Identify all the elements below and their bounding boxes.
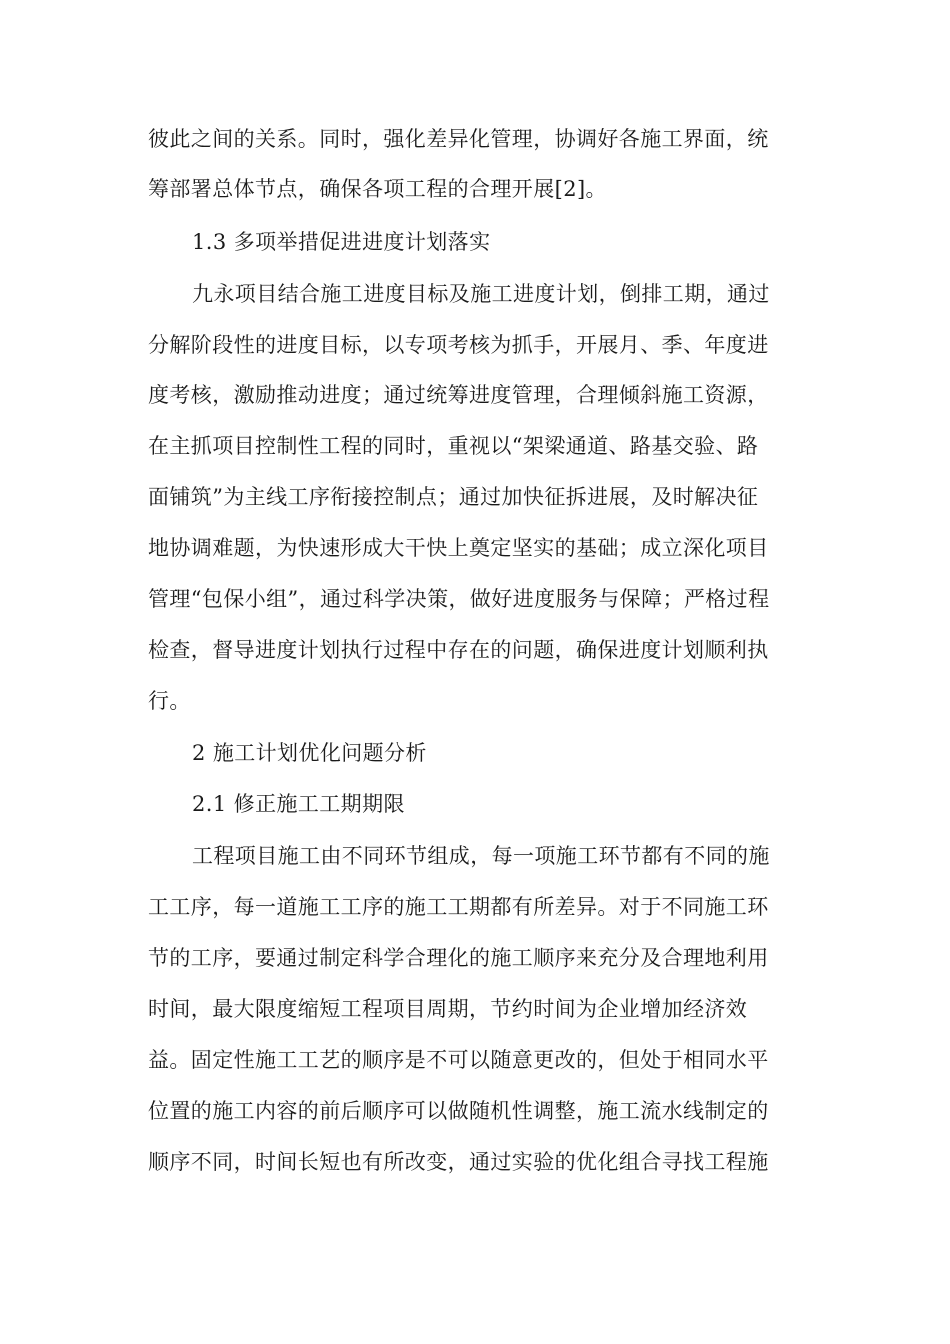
paragraph-line: 筹部署总体节点，确保各项工程的合理开展[2]。 — [148, 177, 607, 201]
paragraph-line: 位置的施工内容的前后顺序可以做随机性调整，施工流水线制定的 — [148, 1099, 769, 1123]
paragraph-line: 时间，最大限度缩短工程项目周期，节约时间为企业增加经济效 — [148, 997, 748, 1021]
paragraph-line: 面铺筑”为主线工序衔接控制点；通过加快征拆进展，及时解决征 — [148, 485, 759, 509]
paragraph-line: 行。 — [148, 689, 191, 713]
paragraph-line: 彼此之间的关系。同时，强化差异化管理，协调好各施工界面，统 — [148, 127, 769, 151]
paragraph-line: 九永项目结合施工进度目标及施工进度计划，倒排工期，通过 — [192, 282, 770, 306]
paragraph-line: 工程项目施工由不同环节组成，每一项施工环节都有不同的施 — [192, 844, 770, 868]
paragraph-line: 益。固定性施工工艺的顺序是不可以随意更改的，但处于相同水平 — [148, 1048, 769, 1072]
paragraph-line: 顺序不同，时间长短也有所改变，通过实验的优化组合寻找工程施 — [148, 1150, 769, 1174]
section-heading-2-1: 2.1 修正施工工期期限 — [192, 792, 405, 816]
section-heading-1-3: 1.3 多项举措促进进度计划落实 — [192, 230, 491, 254]
paragraph-line: 检查，督导进度计划执行过程中存在的问题，确保进度计划顺利执 — [148, 638, 769, 662]
paragraph-line: 分解阶段性的进度目标，以专项考核为抓手，开展月、季、年度进 — [148, 333, 769, 357]
paragraph-line: 度考核，激励推动进度；通过统筹进度管理，合理倾斜施工资源， — [148, 383, 769, 407]
paragraph-line: 地协调难题，为快速形成大干快上奠定坚实的基础；成立深化项目 — [148, 536, 769, 560]
paragraph-line: 在主抓项目控制性工程的同时，重视以“架梁通道、路基交验、路 — [148, 434, 759, 458]
paragraph-line: 工工序，每一道施工工序的施工工期都有所差异。对于不同施工环 — [148, 895, 769, 919]
paragraph-line: 节的工序，要通过制定科学合理化的施工顺序来充分及合理地利用 — [148, 946, 769, 970]
paragraph-line: 管理“包保小组”，通过科学决策，做好进度服务与保障；严格过程 — [148, 587, 770, 611]
section-heading-2: 2 施工计划优化问题分析 — [192, 741, 427, 765]
